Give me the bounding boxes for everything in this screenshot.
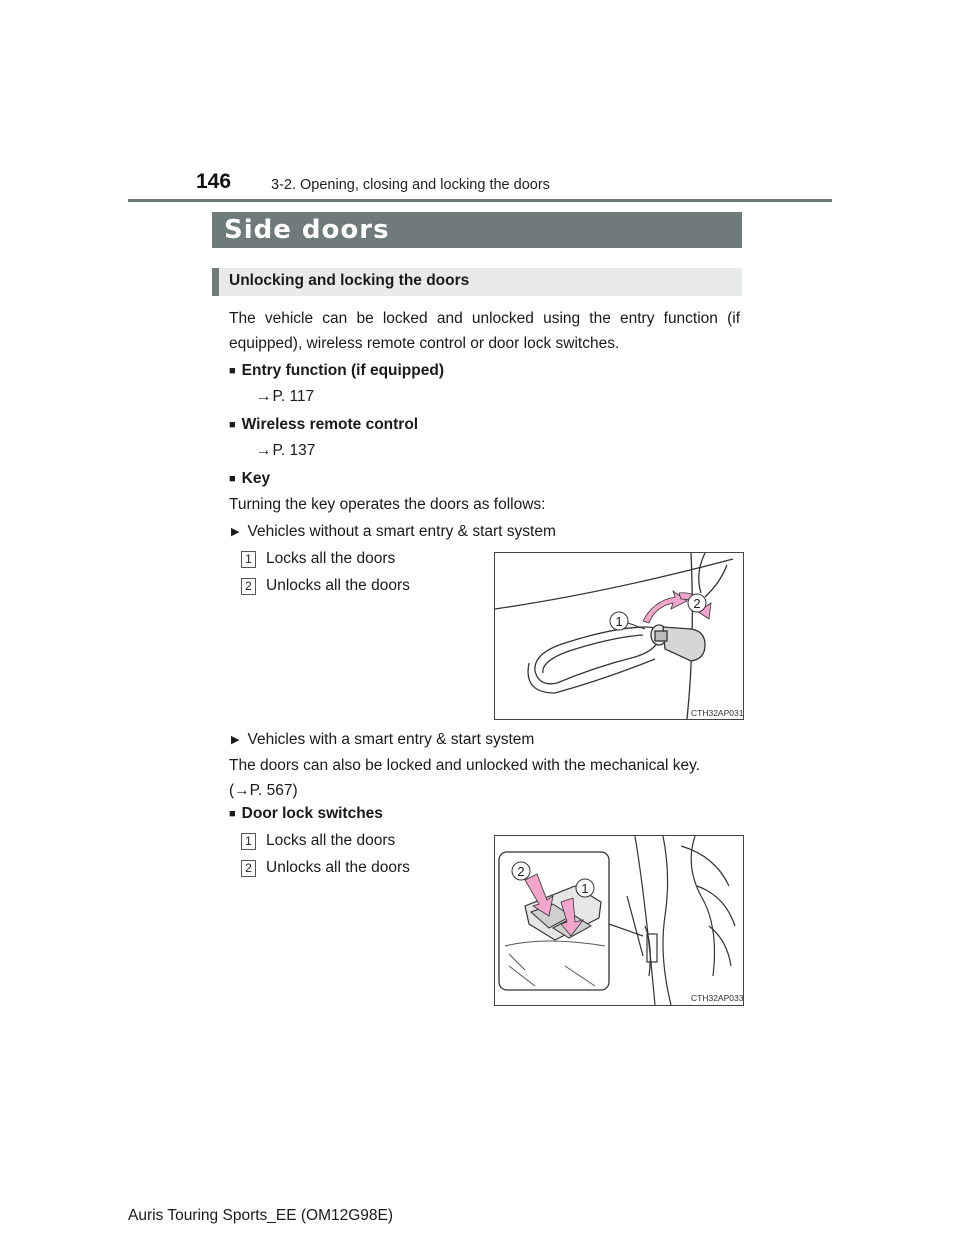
intro-paragraph: The vehicle can be locked and unlocked using the entry function (if equipped), wireless remote control or door lock switches.	[229, 310, 740, 352]
callout-1: 1	[581, 881, 589, 896]
step-unlock-text: Unlocks all the doors	[266, 859, 410, 876]
triangle-bullet-icon: ▶	[231, 526, 240, 538]
footer-model: Auris Touring Sports_EE (OM12G98E)	[128, 1207, 394, 1224]
subheading: Unlocking and locking the doors	[229, 272, 470, 289]
callout-2: 2	[517, 864, 525, 879]
title-bar	[212, 212, 742, 248]
subheading-accent	[212, 268, 219, 296]
step-lock-1	[241, 549, 395, 569]
key-case-with-smart-entry	[231, 727, 534, 753]
item-key-label: Key	[241, 470, 271, 487]
arrow-right-icon: →	[256, 388, 272, 405]
step-lock-2	[241, 831, 395, 851]
step-unlock-1	[241, 576, 410, 596]
entry-ref-text: P. 117	[272, 388, 315, 405]
arrow-right-icon: →	[256, 442, 272, 459]
step-lock-text: Locks all the doors	[266, 550, 396, 567]
callout-2: 2	[693, 596, 701, 611]
step-unlock-text: Unlocks all the doors	[266, 577, 410, 594]
mechanical-key-ref[interactable]: (→P. 567)	[229, 782, 298, 799]
square-bullet-icon: ■	[229, 365, 236, 377]
step-number: 2	[241, 860, 256, 877]
item-remote-label: Wireless remote control	[241, 416, 419, 433]
step-number: 1	[241, 833, 256, 850]
figure-code: CTH32AP033	[691, 993, 744, 1003]
steering-wheel-line	[691, 836, 714, 976]
item-door-lock-switches	[229, 801, 383, 827]
step-unlock-2	[241, 858, 410, 878]
key-door-illustration	[495, 553, 743, 719]
figure-code: CTH32AP031	[691, 708, 744, 718]
step-number: 2	[241, 578, 256, 595]
step-number: 1	[241, 551, 256, 568]
case1-text: Vehicles without a smart entry & start system	[247, 523, 556, 540]
page-number: 146	[196, 170, 232, 193]
section-header: 3-2. Opening, closing and locking the doors	[271, 177, 550, 193]
figure-door-lock-switch	[494, 835, 744, 1006]
remote-page-ref[interactable]	[256, 438, 315, 463]
key-description: Turning the key operates the doors as follows:	[229, 496, 546, 513]
key-case-without-smart-entry	[231, 519, 556, 545]
case2-text: Vehicles with a smart entry & start system	[247, 731, 535, 748]
page-title: Side doors	[224, 215, 390, 245]
item-entry-label: Entry function (if equipped)	[241, 362, 444, 379]
remote-ref-text: P. 137	[272, 442, 316, 459]
header-rule	[128, 199, 832, 202]
subheading-bar	[212, 268, 742, 296]
callout-1: 1	[615, 614, 623, 629]
step-lock-text: Locks all the doors	[266, 832, 396, 849]
square-bullet-icon: ■	[229, 808, 236, 820]
mechanical-key-note: The doors can also be locked and unlocked with the mechanical key.	[229, 757, 701, 774]
entry-page-ref[interactable]	[256, 384, 314, 409]
square-bullet-icon: ■	[229, 473, 236, 485]
figure-key-in-door	[494, 552, 744, 720]
item-key	[229, 466, 270, 492]
key-body	[663, 627, 705, 661]
switch-illustration	[495, 836, 743, 1005]
triangle-bullet-icon: ▶	[231, 734, 240, 746]
item-switches-label: Door lock switches	[241, 805, 383, 822]
item-entry-function	[229, 358, 444, 384]
item-wireless-remote	[229, 412, 418, 438]
square-bullet-icon: ■	[229, 419, 236, 431]
